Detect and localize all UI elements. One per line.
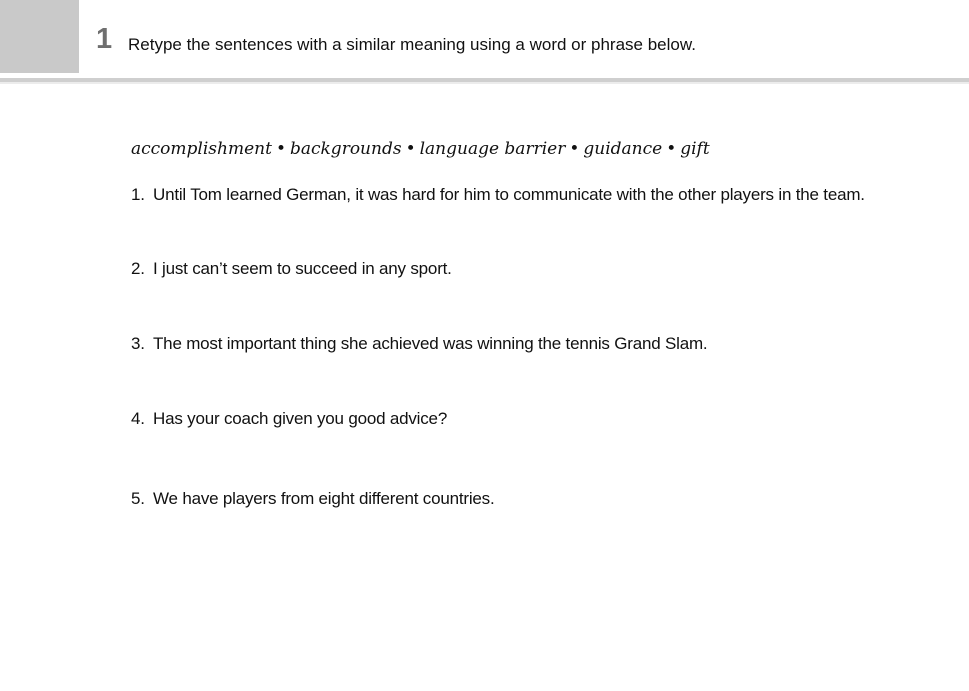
word-bank-item: language barrier	[419, 139, 566, 159]
sentence-text: Has your coach given you good advice?	[153, 409, 448, 428]
sentence-text: The most important thing she achieved was winning the tennis Grand Slam.	[153, 334, 708, 353]
exercise-number: 1	[96, 23, 113, 55]
word-bank	[131, 138, 710, 160]
word-bank-item: accomplishment	[131, 139, 272, 159]
exercise-header	[0, 0, 969, 78]
word-bank-separator: •	[275, 139, 286, 159]
word-bank-item: gift	[680, 139, 710, 159]
sentence-item-3	[131, 333, 707, 355]
word-bank-separator: •	[569, 139, 580, 159]
sentence-item-4	[131, 408, 447, 430]
header-divider-shadow	[0, 82, 969, 84]
sentence-text: Until Tom learned German, it was hard for him to communicate with the other players in the team.	[153, 185, 865, 204]
sentence-number: 3.	[131, 334, 145, 353]
sentence-item-2	[131, 258, 452, 280]
sentence-item-5	[131, 488, 494, 510]
header-grey-block	[0, 0, 79, 73]
sentence-item-1	[131, 184, 865, 206]
word-bank-separator: •	[666, 139, 677, 159]
word-bank-item: backgrounds	[289, 139, 402, 159]
sentence-number: 5.	[131, 489, 145, 508]
sentence-number: 4.	[131, 409, 145, 428]
word-bank-item: guidance	[583, 139, 663, 159]
sentence-text: I just can’t seem to succeed in any sport.	[153, 259, 452, 278]
sentence-number: 1.	[131, 185, 145, 204]
exercise-instruction: Retype the sentences with a similar meaning using a word or phrase below.	[128, 35, 696, 54]
sentence-text: We have players from eight different countries.	[153, 489, 495, 508]
sentence-number: 2.	[131, 259, 145, 278]
word-bank-separator: •	[405, 139, 416, 159]
